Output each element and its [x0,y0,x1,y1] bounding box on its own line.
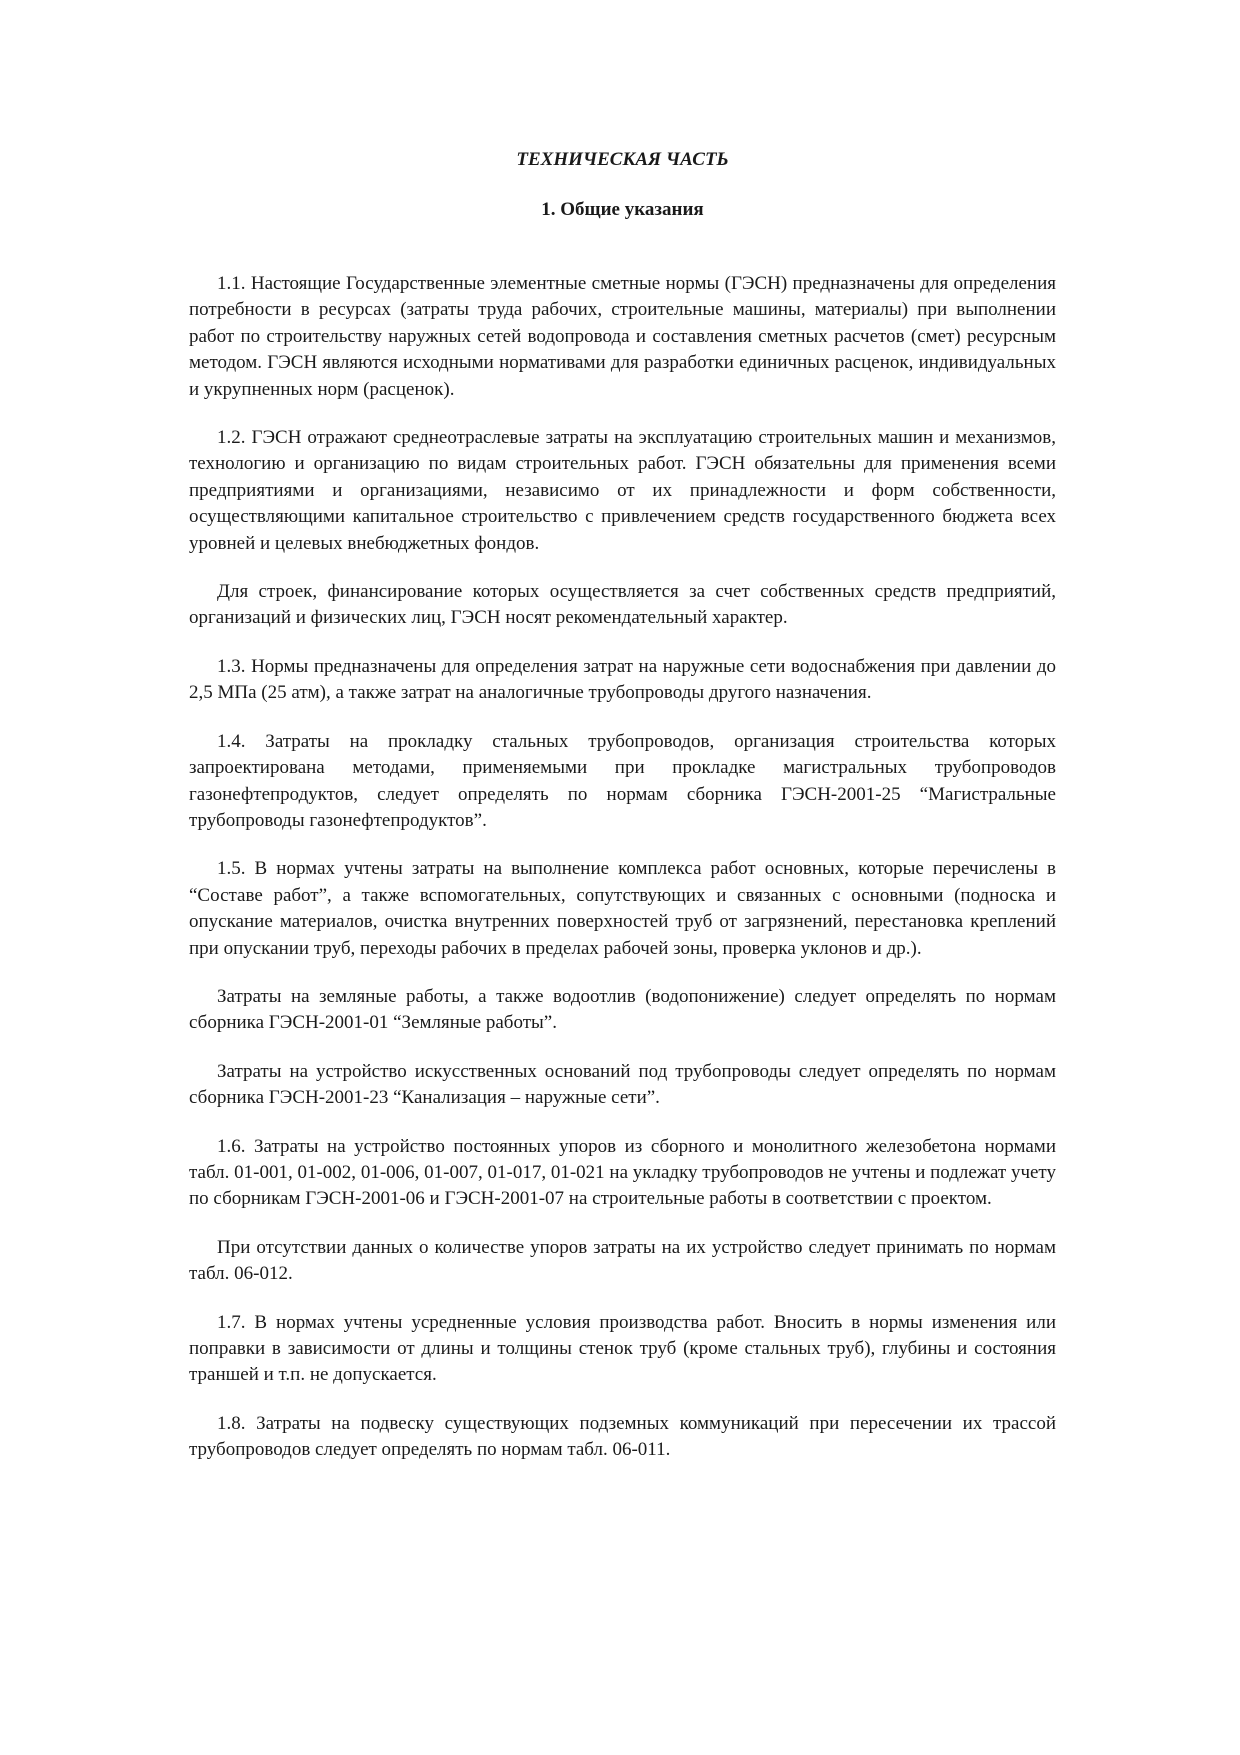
document-body [189,146,1056,1486]
paragraph-1-8: 1.8. Затраты на подвеску существующих подземных коммуникаций при пересечении их трассой трубопроводов следует определять по нормам табл. 06-011. [189,1412,1056,1461]
paragraph-1-5-earthworks: Затраты на земляные работы, а также водоотлив (водопонижение) следует определять по нормам сборника ГЭСН-2001-01 “Земляные работы”. [189,985,1056,1034]
document-title: ТЕХНИЧЕСКАЯ ЧАСТЬ [516,149,729,170]
paragraph-1-4: 1.4. Затраты на прокладку стальных трубопроводов, организация строительства которых запроектирована методами, применяемыми при прокладке магистральных трубопроводов газонефтепродуктов, следует определять по нормам сборника ГЭСН-2001-25 “Магистральные трубопроводы газонефтепродуктов”. [189,730,1056,831]
paragraph-1-2: 1.2. ГЭСН отражают среднеотраслевые затраты на эксплуатацию строительных машин и механизмов, технологию и организацию по видам строительных работ. ГЭСН обязательны для применения всеми предприятиями и организациями, независимо от их принадлежности и форм собственности, осуществляющими капитальное строительство с привлечением средств государственного бюджета всех уровней и целевых внебюджетных фондов. [189,427,1056,554]
paragraph-list [189,271,1056,1464]
section-title: 1. Общие указания [541,199,704,220]
paragraph-1-6-note: При отсутствии данных о количестве упоров затраты на их устройство следует принимать по нормам табл. 06-012. [189,1236,1056,1285]
paragraph-1-6: 1.6. Затраты на устройство постоянных упоров из сборного и монолитного железобетона нормами табл. 01-001, 01-002, 01-006, 01-007, 01-017, 01-021 на укладку трубопроводов не учтены и подлежат учету по сборникам ГЭСН-2001-06 и ГЭСН-2001-07 на строительные работы в соответствии с проектом. [189,1135,1056,1210]
paragraph-1-1: 1.1. Настоящие Государственные элементные сметные нормы (ГЭСН) предназначены для определения потребности в ресурсах (затраты труда рабочих, строительные машины, материалы) при выполнении работ по строительству наружных сетей водопровода и составления сметных расчетов (смет) ресурсным методом. ГЭСН являются исходными нормативами для разработки единичных расценок, индивидуальных и укрупненных норм (расценок). [189,273,1056,400]
paragraph-1-5-foundations: Затраты на устройство искусственных оснований под трубопроводы следует определять по нормам сборника ГЭСН-2001-23 “Канализация – наружные сети”. [189,1060,1056,1109]
paragraph-1-7: 1.7. В нормах учтены усредненные условия производства работ. Вносить в нормы изменения или поправки в зависимости от длины и толщины стенок труб (кроме стальных труб), глубины и состояния траншей и т.п. не допускается. [189,1311,1056,1386]
paragraph-1-3: 1.3. Нормы предназначены для определения затрат на наружные сети водоснабжения при давлении до 2,5 МПа (25 атм), а также затрат на аналогичные трубопроводы другого назначения. [189,655,1056,704]
paragraph-1-2-note: Для строек, финансирование которых осуществляется за счет собственных средств предприятий, организаций и физических лиц, ГЭСН носят рекомендательный характер. [189,581,1056,629]
paragraph-1-5: 1.5. В нормах учтены затраты на выполнение комплекса работ основных, которые перечислены в “Составе работ”, а также вспомогательных, сопутствующих и связанных с основными (подноска и опускание материалов, очистка внутренних поверхностей труб от загрязнений, перестановка креплений при опускании труб, переходы рабочих в пределах рабочей зоны, проверка уклонов и др.). [189,858,1056,959]
